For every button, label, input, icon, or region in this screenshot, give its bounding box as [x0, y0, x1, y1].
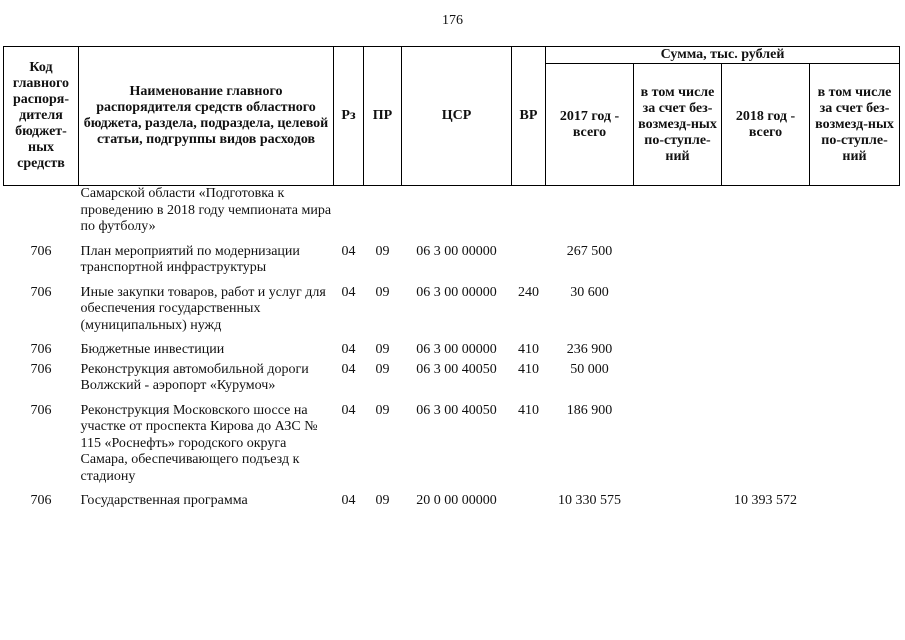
- cell-2017-total: 267 500: [566, 243, 613, 259]
- cell-2018-total: [722, 277, 810, 335]
- cell-2017-free: [634, 277, 722, 335]
- cell-2018-total: [722, 334, 810, 359]
- cell-vr: 410: [518, 402, 539, 418]
- cell-csr: 20 0 00 00000: [416, 493, 497, 508]
- cell-pr: 09: [375, 342, 390, 357]
- cell-2017-free: [634, 359, 722, 395]
- cell-vr: 240: [518, 284, 539, 300]
- cell-name: Государственная программа: [80, 493, 248, 508]
- cell-vr: 410: [518, 361, 539, 377]
- cell-csr: 06 3 00 00000: [416, 342, 497, 357]
- cell-pr: 09: [375, 402, 390, 418]
- cell-2017-free: [634, 186, 722, 236]
- cell-2018-free: [810, 359, 900, 395]
- table-row: [4, 334, 900, 359]
- cell-code: 706: [30, 402, 52, 418]
- cell-code: 706: [30, 284, 52, 300]
- cell-rz: 04: [341, 361, 356, 377]
- cell-name: Реконструкция автомобильной дороги Волжский - аэропорт «Курумоч»: [80, 361, 309, 393]
- cell-code: 706: [30, 342, 52, 357]
- cell-name: Самарской области «Подготовка к проведению в 2018 году чемпионата мира по футболу»: [80, 186, 332, 234]
- cell-2018-total: [722, 186, 810, 236]
- cell-vr: [512, 485, 546, 510]
- cell-2018-free: [810, 334, 900, 359]
- cell-vr: [512, 186, 546, 236]
- header-pr: ПР: [364, 47, 402, 186]
- table-row: [4, 277, 900, 335]
- cell-name: Бюджетные инвестиции: [80, 342, 225, 357]
- cell-name: План мероприятий по модернизации транспортной инфраструктуры: [80, 243, 300, 275]
- cell-pr: 09: [375, 243, 390, 259]
- header-2017-free: в том числе за счет без-возмезд-ных по-ступле-ний: [634, 64, 722, 186]
- cell-pr: [364, 186, 402, 236]
- cell-code: 706: [30, 493, 52, 508]
- cell-code: 706: [30, 243, 52, 259]
- budget-table: [3, 46, 900, 510]
- cell-csr: 06 3 00 40050: [416, 402, 497, 418]
- cell-vr: [512, 236, 546, 277]
- cell-2018-total: [722, 236, 810, 277]
- header-vr: ВР: [512, 47, 546, 186]
- cell-2017-free: [634, 485, 722, 510]
- header-sum-group: Сумма, тыс. рублей: [546, 47, 900, 64]
- table-body: [4, 186, 900, 510]
- cell-code: [4, 186, 79, 236]
- cell-2018-total: [722, 359, 810, 395]
- cell-2017-free: [634, 334, 722, 359]
- cell-csr: 06 3 00 00000: [416, 284, 497, 300]
- cell-csr: 06 3 00 40050: [416, 361, 497, 377]
- cell-rz: 04: [341, 284, 356, 300]
- cell-2018-total: 10 393 572: [734, 493, 797, 508]
- cell-2017-total: 50 000: [570, 361, 609, 377]
- cell-pr: 09: [375, 361, 390, 377]
- header-2018-total: 2018 год - всего: [722, 64, 810, 186]
- header-csr: ЦСР: [402, 47, 512, 186]
- cell-pr: 09: [375, 493, 390, 508]
- table-header: [4, 47, 900, 186]
- header-code: Код главного распоря-дителя бюджет-ных средств: [4, 47, 79, 186]
- cell-name: Иные закупки товаров, работ и услуг для обеспечения государственных (муниципальных) нужд: [80, 284, 326, 333]
- cell-2018-free: [810, 395, 900, 486]
- cell-rz: 04: [341, 342, 356, 357]
- cell-csr: [402, 186, 512, 236]
- cell-rz: 04: [341, 493, 356, 508]
- cell-vr: 410: [518, 342, 539, 357]
- cell-name: Реконструкция Московского шоссе на участке от проспекта Кирова до АЗС № 115 «Роснефть» городского округа Самара, обеспечивающего подъезд к стадиону: [80, 402, 318, 484]
- cell-2018-free: [810, 277, 900, 335]
- cell-csr: 06 3 00 00000: [416, 243, 497, 259]
- cell-2017-free: [634, 395, 722, 486]
- header-2017-total: 2017 год - всего: [546, 64, 634, 186]
- header-2018-free: в том числе за счет без-возмезд-ных по-ступле-ний: [810, 64, 900, 186]
- header-name: Наименование главного распорядителя средств областного бюджета, раздела, подраздела, целевой статьи, подгруппы видов расходов: [79, 47, 334, 186]
- cell-2018-free: [810, 485, 900, 510]
- cell-2017-total: 186 900: [566, 402, 613, 418]
- cell-2018-total: [722, 395, 810, 486]
- cell-rz: 04: [341, 243, 356, 259]
- cell-2017-total: 10 330 575: [558, 493, 621, 508]
- table-row: [4, 186, 900, 236]
- table-row: [4, 359, 900, 395]
- cell-2018-free: [810, 236, 900, 277]
- cell-code: 706: [30, 361, 52, 377]
- page-number: 176: [442, 13, 463, 28]
- cell-rz: 04: [341, 402, 356, 418]
- header-rz: Рз: [334, 47, 364, 186]
- cell-rz: [334, 186, 364, 236]
- table-row: [4, 236, 900, 277]
- cell-2017-total: 30 600: [570, 284, 609, 300]
- cell-2017-total: [546, 186, 634, 236]
- cell-2018-free: [810, 186, 900, 236]
- cell-2017-total: 236 900: [566, 342, 613, 357]
- table-row: [4, 485, 900, 510]
- cell-2017-free: [634, 236, 722, 277]
- table-row: [4, 395, 900, 486]
- cell-pr: 09: [375, 284, 390, 300]
